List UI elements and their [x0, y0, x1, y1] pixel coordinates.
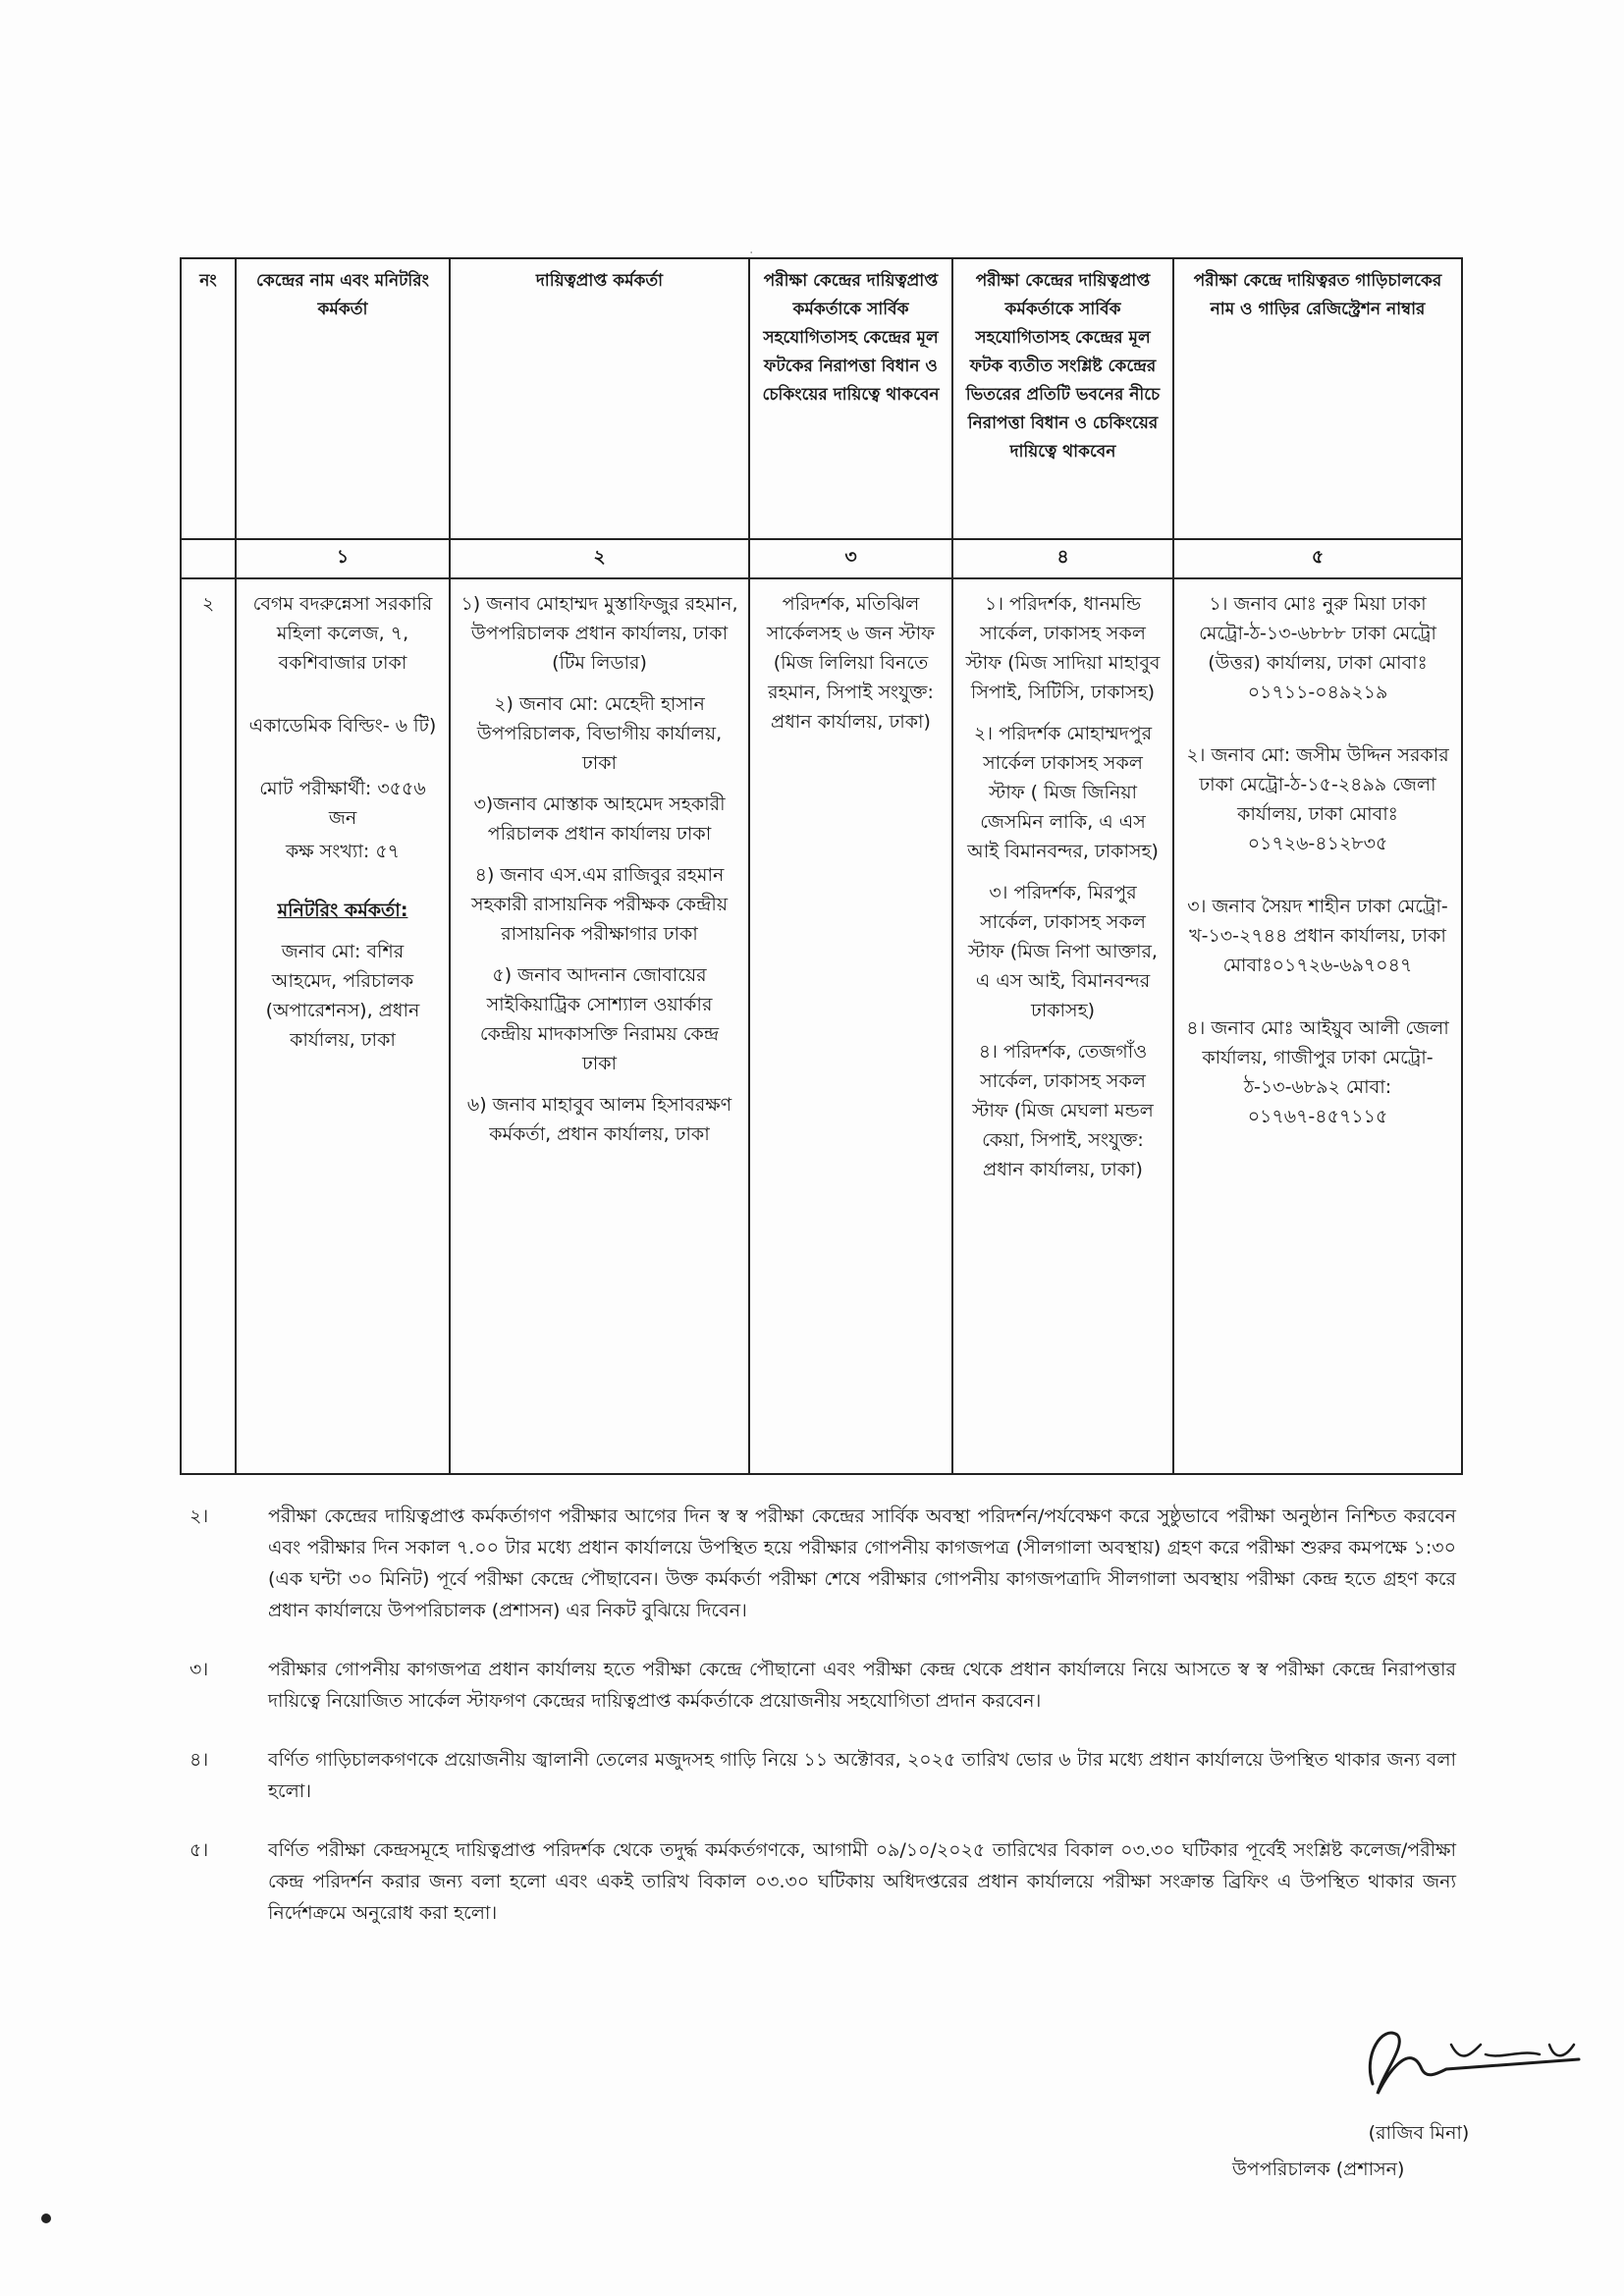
row-serial: ২ — [181, 578, 236, 1474]
building-security-item: ১। পরিদর্শক, ধানমন্ডি সার্কেল, ঢাকাসহ সকল স্টাফ (মিজ সাদিয়া মাহাবুব সিপাই, সিটিসি, ঢাকাসহ) — [965, 593, 1161, 703]
note-text: বর্ণিত গাড়িচালকগণকে প্রয়োজনীয় জ্বালানী তেলের মজুদসহ গাড়ি নিয়ে ১১ অক্টোবর, ২০২৫ তারিখ ভোর ৬ টার মধ্যে প্রধান কার্যালয়ে উপস্থিত থাকার জন্য বলা হলো। — [268, 1749, 1456, 1802]
header-drivers: পরীক্ষা কেন্দ্রে দায়িত্বরত গাড়িচালকের নাম ও গাড়ির রেজিস্ট্রেশন নাম্বার — [1173, 258, 1462, 539]
center-building: একাডেমিক বিল্ডিং- ৬ টি) — [248, 715, 437, 737]
officer-item: ৬) জনাব মাহাবুব আলম হিসাবরক্ষণ কর্মকর্তা, প্রধান কার্যালয়, ঢাকা — [466, 1094, 732, 1145]
officer-item: ২) জনাব মো: মেহেদী হাসান উপপরিচালক, বিভাগীয় কার্যালয়, ঢাকা — [476, 693, 723, 774]
header-gate-security: পরীক্ষা কেন্দ্রের দায়িত্বপ্রাপ্ত কর্মকর্তাকে সার্বিক সহযোগিতাসহ কেন্দ্রের মূল ফটকের নিরাপত্তা বিধান ও চেকিংয়ের দায়িত্বে থাকবেন — [749, 258, 952, 539]
officers-cell — [450, 578, 749, 1474]
driver-item: ২। জনাব মো: জসীম উদ্দিন সরকার ঢাকা মেট্রো-ঠ-১৫-২৪৯৯ জেলা কার্যালয়, ঢাকা মোবাঃ ০১৭২৬-৪১২৮৩৫ — [1186, 744, 1449, 854]
column-number: ৫ — [1173, 539, 1462, 578]
note-text: পরীক্ষার গোপনীয় কাগজপত্র প্রধান কার্যালয় হতে পরীক্ষা কেন্দ্রে পৌছানো এবং পরীক্ষা কেন্দ্র থেকে প্রধান কার্যালয়ে নিয়ে আসতে স্ব স্ব পরীক্ষা কেন্দ্রে নিরাপত্তার দায়িত্বে নিয়োজিত সার্কেল স্টাফগণ কেন্দ্রের দায়িত্বপ্রাপ্ত কর্মকর্তাকে প্রয়োজনীয় সহযোগিতা প্রদান করবেন। — [268, 1659, 1456, 1712]
note-number: ৩। — [189, 1659, 209, 1680]
margin-dot — [41, 2214, 51, 2223]
gate-security-text: পরিদর্শক, মতিঝিল সার্কেলসহ ৬ জন স্টাফ (মিজ লিলিয়া বিনতে রহমান, সিপাই সংযুক্ত: প্রধান কার্যালয়, ঢাকা) — [766, 593, 936, 733]
header-serial: নং — [181, 258, 236, 539]
room-count: কক্ষ সংখ্যা: ৫৭ — [285, 841, 401, 862]
center-cell — [236, 578, 450, 1474]
officer-item: ১) জনাব মোহাম্মদ মুস্তাফিজুর রহমান, উপপরিচালক প্রধান কার্যালয়, ঢাকা (টিম লিডার) — [460, 593, 738, 674]
drivers-cell — [1173, 578, 1462, 1474]
building-security-item: ২। পরিদর্শক মোহাম্মদপুর সার্কেল ঢাকাসহ সকল স্টাফ ( মিজ জিনিয়া জেসমিন লাকি, এ এস আই বিমানবন্দর, ঢাকাসহ) — [967, 723, 1159, 862]
officer-item: ৩)জনাব মোস্তাক আহমেদ সহকারী পরিচালক প্রধান কার্যালয় ঢাকা — [473, 793, 726, 845]
duty-table — [180, 257, 1463, 1475]
building-security-item: ৪। পরিদর্শক, তেজগাঁও সার্কেল, ঢাকাসহ সকল স্টাফ (মিজ মেঘলা মন্ডল কেয়া, সিপাই, সংযুক্ত: প্রধান কার্যালয়, ঢাকা) — [972, 1041, 1154, 1180]
column-number-row — [181, 539, 1462, 578]
column-number: ৪ — [952, 539, 1173, 578]
note-number: ৫। — [189, 1839, 209, 1861]
monitoring-heading: মনিটরিং কর্মকর্তা: — [277, 900, 408, 921]
note-number: ২। — [189, 1505, 209, 1527]
header-officers: দায়িত্বপ্রাপ্ত কর্মকর্তা — [450, 258, 749, 539]
note-item — [189, 1834, 1456, 1929]
column-number: ২ — [450, 539, 749, 578]
officer-item: ৫) জনাব আদনান জোবায়ের সাইকিয়াট্রিক সোশ্যাল ওয়ার্কার কেন্দ্রীয় মাদকাসক্তি নিরাময় কেন্দ্র ঢাকা — [479, 964, 720, 1074]
driver-item: ৪। জনাব মোঃ আইয়ুব আলী জেলা কার্যালয়, গাজীপুর ঢাকা মেট্রো-ঠ-১৩-৬৮৯২ মোবা: ০১৭৬৭-৪৫৭১১৫ — [1186, 1017, 1449, 1127]
officer-item: ৪) জনাব এস.এম রাজিবুর রহমান সহকারী রাসায়নিক পরীক্ষক কেন্দ্রীয় রাসায়নিক পরীক্ষাগার ঢাকা — [470, 864, 729, 945]
instruction-notes — [189, 1501, 1456, 1956]
column-number-blank — [181, 539, 236, 578]
building-security-item: ৩। পরিদর্শক, মিরপুর সার্কেল, ঢাকাসহ সকল স্টাফ (মিজ নিপা আক্তার, এ এস আই, বিমানবন্দর ঢাকাসহ) — [968, 882, 1158, 1021]
note-number: ৪। — [189, 1749, 209, 1771]
table-row — [181, 578, 1462, 1474]
gate-security-cell — [749, 578, 952, 1474]
total-examinees: মোট পরীক্ষার্থী: ৩৫৫৬ জন — [259, 778, 426, 829]
header-building-security: পরীক্ষা কেন্দ্রের দায়িত্বপ্রাপ্ত কর্মকর্তাকে সার্বিক সহযোগিতাসহ কেন্দ্রের মূল ফটক ব্যতীত সংশ্লিষ্ট কেন্দ্রের ভিতরের প্রতিটি ভবনের নীচে নিরাপত্তা বিধান ও চেকিংয়ের দায়িত্বে থাকবেন — [952, 258, 1173, 539]
monitoring-officer: জনাব মো: বশির আহমেদ, পরিচালক (অপারেশনস), প্রধান কার্যালয়, ঢাকা — [265, 941, 420, 1051]
note-item — [189, 1654, 1456, 1717]
column-number: ৩ — [749, 539, 952, 578]
driver-item: ৩। জনাব সৈয়দ শাহীন ঢাকা মেট্রো-খ-১৩-২৭৪৪ প্রধান কার্যালয়, ঢাকা মোবাঃ০১৭২৬-৬৯৭০৪৭ — [1187, 896, 1448, 976]
handwritten-signature — [1353, 2015, 1589, 2109]
building-security-cell — [952, 578, 1173, 1474]
stray-mark: · — [749, 246, 754, 261]
signatory-title: উপপরিচালক (প্রশাসন) — [1232, 2159, 1405, 2180]
note-item — [189, 1744, 1456, 1807]
note-text: বর্ণিত পরীক্ষা কেন্দ্রসমূহে দায়িত্বপ্রাপ্ত পরিদর্শক থেকে তদুর্দ্ধ কর্মকর্তগণকে, আগামী ০৯/১০/২০২৫ তারিখের বিকাল ০৩.৩০ ঘটিকার পূর্বেই সংশ্লিষ্ট কলেজ/পরীক্ষা কেন্দ্র পরিদর্শন করার জন্য বলা হলো এবং একই তারিখ বিকাল ০৩.৩০ ঘটিকায় অধিদপ্তরের প্রধান কার্যালয়ে পরীক্ষা সংক্রান্ত ব্রিফিং এ উপস্থিত থাকার জন্য নির্দেশক্রমে অনুরোধ করা হলো। — [268, 1839, 1456, 1924]
column-number: ১ — [236, 539, 450, 578]
header-center: কেন্দ্রের নাম এবং মনিটরিং কর্মকর্তা — [236, 258, 450, 539]
note-text: পরীক্ষা কেন্দ্রের দায়িত্বপ্রাপ্ত কর্মকর্তাগণ পরীক্ষার আগের দিন স্ব স্ব পরীক্ষা কেন্দ্রের সার্বিক অবস্থা পরিদর্শন/পর্যবেক্ষণ করে সুষ্ঠুভাবে পরীক্ষা অনুষ্ঠান নিশ্চিত করবেন এবং পরীক্ষার দিন সকাল ৭.০০ টার মধ্যে প্রধান কার্যালয়ে উপস্থিত হয়ে পরীক্ষার গোপনীয় কাগজপত্র (সীলগালা অবস্থায়) গ্রহণ করে পরীক্ষা শুরুর কমপক্ষে ১:৩০ (এক ঘন্টা ৩০ মিনিট) পূর্বে পরীক্ষা কেন্দ্রে পৌছাবেন। উক্ত কর্মকর্তা পরীক্ষা শেষে পরীক্ষার গোপনীয় কাগজপত্রাদি সীলগালা অবস্থায় পরীক্ষা কেন্দ্র হতে গ্রহণ করে প্রধান কার্যালয়ে উপপরিচালক (প্রশাসন) এর নিকট বুঝিয়ে দিবেন। — [268, 1505, 1456, 1621]
note-item — [189, 1501, 1456, 1626]
table-header-row — [181, 258, 1462, 539]
signatory-name: (রাজিব মিনা) — [1368, 2122, 1470, 2144]
driver-item: ১। জনাব মোঃ নুরু মিয়া ঢাকা মেট্রো-ঠ-১৩-৬৮৮৮ ঢাকা মেট্রো (উত্তর) কার্যালয়, ঢাকা মোবাঃ ০১৭১১-০৪৯২১৯ — [1199, 593, 1436, 703]
center-name: বেগম বদরুন্নেসা সরকারি মহিলা কলেজ, ৭, বকশিবাজার ঢাকা — [252, 593, 433, 674]
